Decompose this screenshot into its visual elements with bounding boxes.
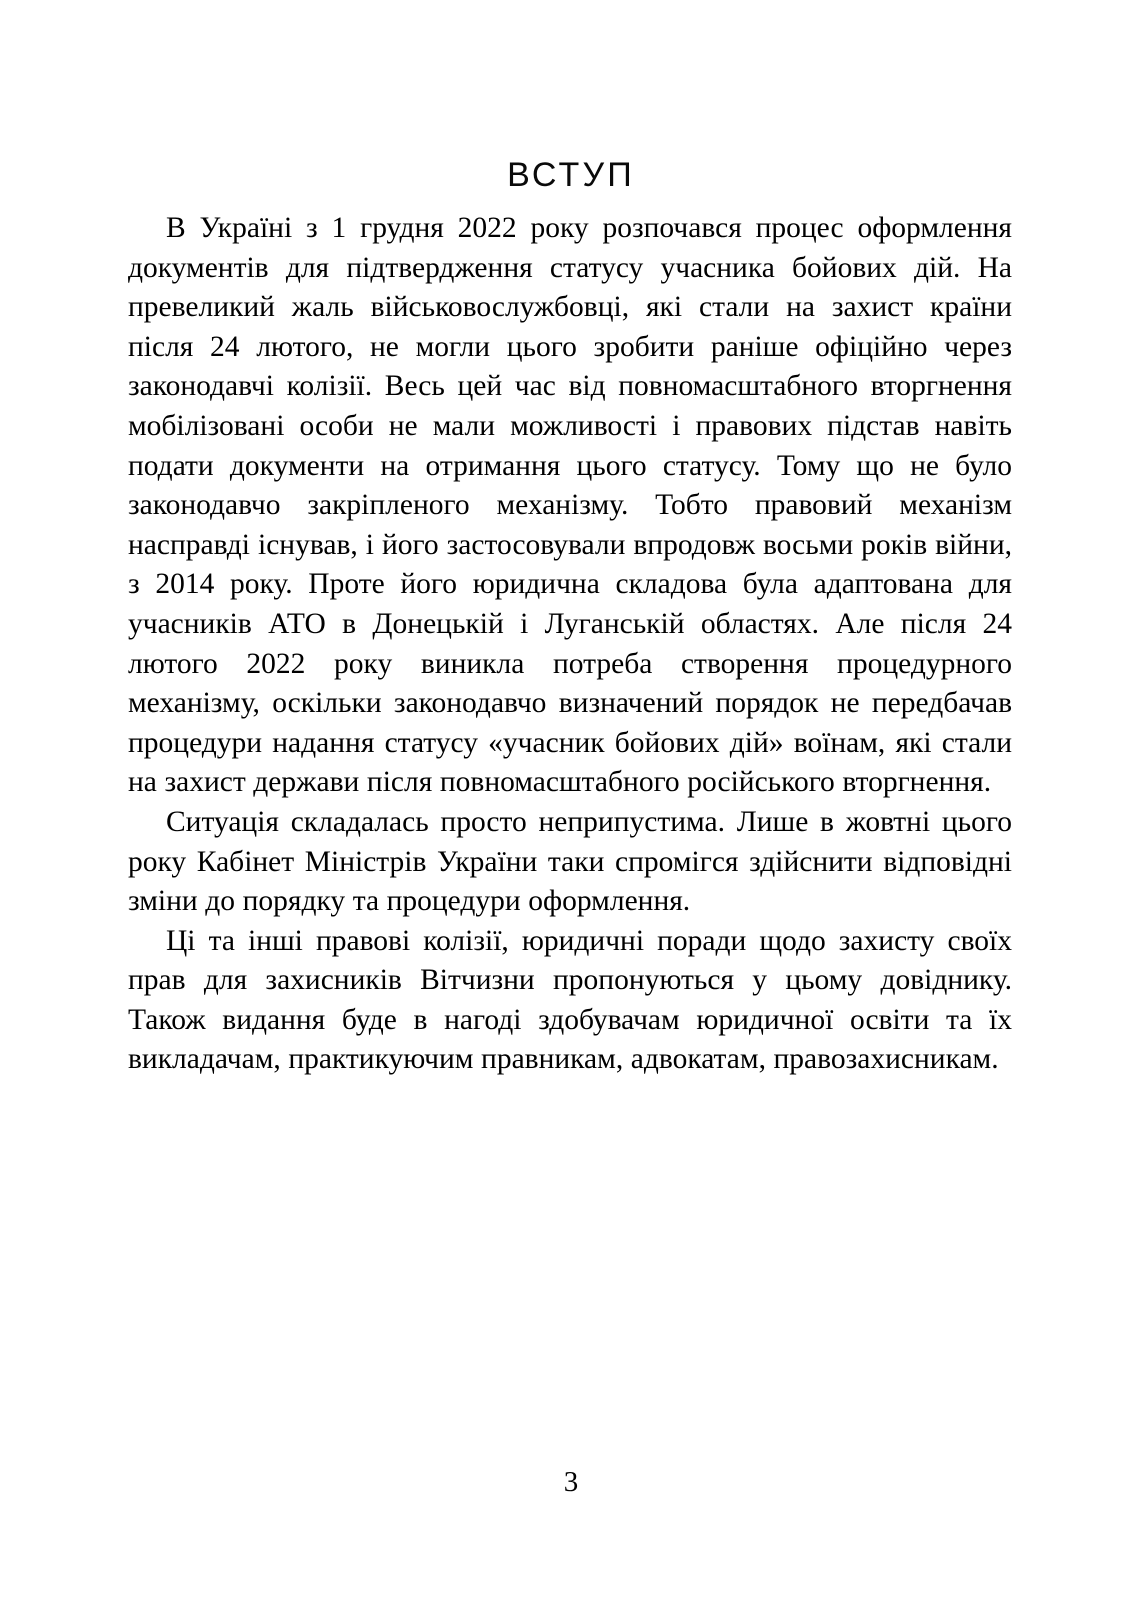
- paragraph: В Україні з 1 грудня 2022 року розпочався процес оформлення документів для підтвердження статусу учасника бойових дій. На превеликий жаль військовослужбовці, які стали на захист країни після 24 лютого, не могли цього зробити раніше офіційно через законодавчі колізії. Весь цей час від повномасштабного вторгнення мобілізовані особи не мали можливості і правових підстав навіть подати документи на отримання цього статусу. Тому що не було законодавчо закріпленого механізму. Тобто правовий механізм насправді існував, і його застосовували впродовж восьми років війни, з 2014 року. Проте його юридична складова була адаптована для учасників АТО в Донецькій і Луганській областях. Але після 24 лютого 2022 року виникла потреба створення процедурного механізму, оскільки законодавчо визначений порядок не передбачав процедури надання статусу «учасник бойових дій» воїнам, які стали на захист держави після повномасштабного російського вторгнення.: [128, 212, 1012, 799]
- page-number: 3: [563, 1466, 579, 1498]
- paragraph: Ці та інші правові колізії, юридичні поради щодо захисту своїх прав для захисників Вітчизни пропонуються у цьому довіднику. Також видання буде в нагоді здобувачам юридичної освіти та їх викладачам, практикуючим правникам, адвокатам, правозахисникам.: [128, 924, 1012, 1076]
- body-text-block: [128, 209, 1012, 1080]
- page-title: ВСТУП: [507, 155, 635, 194]
- paragraph: Ситуація складалась просто неприпустима. Лише в жовтні цього року Кабінет Міністрів України таки спромігся здійснити відповідні зміни до порядку та процедури оформлення.: [128, 805, 1012, 918]
